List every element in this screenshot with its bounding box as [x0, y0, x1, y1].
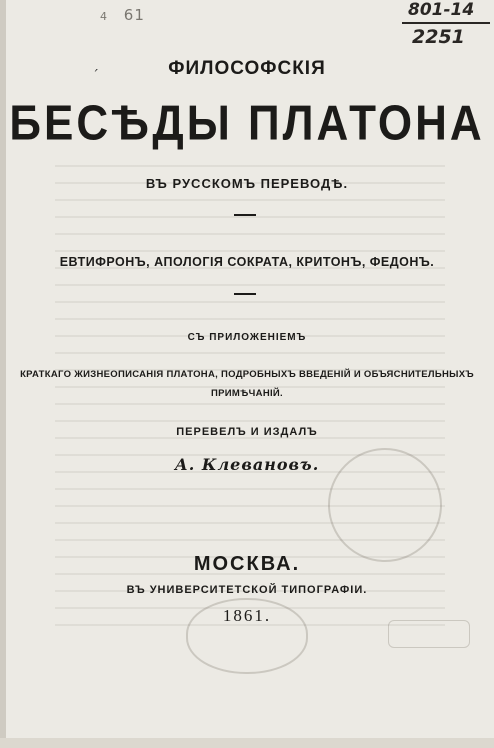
dialogues-list: ЕВТИФРОНЪ, АПОЛОГІЯ СОКРАТА, КРИТОНЪ, ФЕДОНЪ. — [59, 255, 435, 269]
call-number-bottom: 2251 — [412, 26, 465, 48]
appendix-line-2: ПРИМѢЧАНІЙ. — [211, 388, 283, 399]
shelf-mark-number: 61 — [123, 6, 145, 24]
author-name: А. Клевановъ. — [174, 455, 320, 474]
call-number-top: 801-14 — [408, 0, 475, 20]
subtitle: ВЪ РУССКОМЪ ПЕРЕВОДѢ. — [145, 176, 349, 191]
main-title: БЕСѢДЫ ПЛАТОНА — [9, 96, 485, 151]
shelf-mark-small: 4 — [100, 10, 108, 23]
appendix-intro: СЪ ПРИЛОЖЕНІЕМЪ — [187, 332, 307, 343]
pencil-tick-icon: ˊ — [92, 68, 99, 84]
imprint-city: МОСКВА. — [193, 553, 301, 575]
pre-title: ФИЛОСОФСКІЯ — [168, 58, 326, 79]
imprint-press: ВЪ УНИВЕРСИТЕТСКОЙ ТИПОГРАФІИ. — [126, 584, 368, 596]
divider-rule — [234, 214, 256, 216]
translator-credit: ПЕРЕВЕЛЪ И ИЗДАЛЪ — [176, 426, 318, 438]
call-number-rule — [402, 22, 490, 24]
imprint-year: 1861. — [222, 606, 272, 625]
appendix-line-1: КРАТКАГО ЖИЗНЕОПИСАНІЯ ПЛАТОНА, ПОДРОБНЫХЪ ВВЕДЕНІЙ И ОБЪЯСНИТЕЛЬНЫХЪ — [20, 369, 474, 380]
divider-rule — [234, 293, 256, 295]
shelf-mark — [100, 6, 145, 24]
page-bottom-edge — [0, 738, 494, 748]
